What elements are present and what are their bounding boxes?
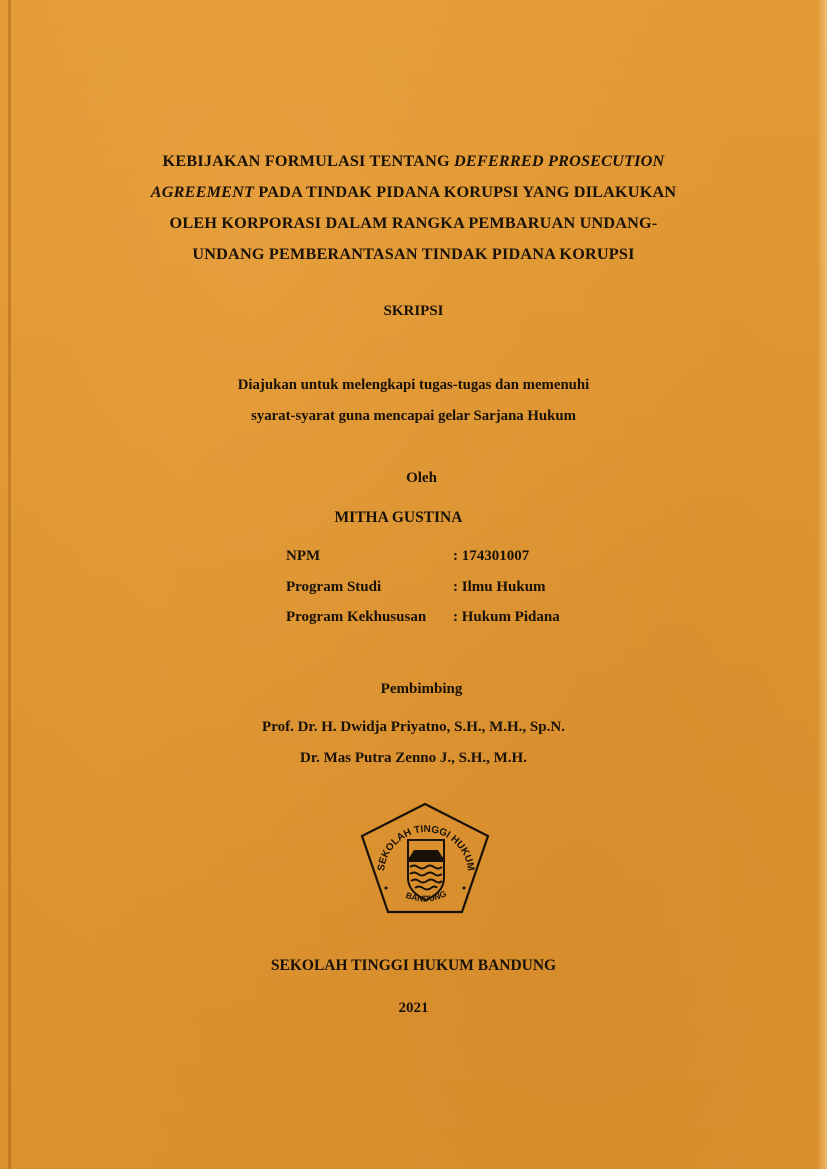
info-row-program-kekhususan: [286, 609, 560, 640]
title-line-3: OLEH KORPORASI DALAM RANGKA PEMBARUAN UNDANG-: [169, 214, 658, 232]
title-line-4: UNDANG PEMBERANTASAN TINDAK PIDANA KORUPSI: [192, 245, 635, 263]
year: 2021: [398, 1000, 429, 1016]
info-label: Program Kekhususan: [286, 609, 427, 625]
advisor-1: Prof. Dr. H. Dwidja Priyatno, S.H., M.H., Sp.N.: [262, 719, 565, 735]
advisor-2: Dr. Mas Putra Zenno J., S.H., M.H.: [300, 750, 527, 766]
info-row-npm: [286, 548, 560, 579]
title-line-1: KEBIJAKAN FORMULASI TENTANG DEFERRED PROSECUTION: [162, 152, 665, 170]
purpose-line-1: Diajukan untuk melengkapi tugas-tugas dan memenuhi: [237, 377, 590, 393]
purpose-statement: [0, 370, 827, 432]
institution-name: SEKOLAH TINGGI HUKUM BANDUNG: [270, 957, 557, 974]
info-label: Program Studi: [286, 578, 382, 595]
info-row-program-studi: [286, 579, 560, 610]
info-label: NPM: [286, 548, 321, 564]
thesis-title: [0, 146, 827, 270]
advisor-label: Pembimbing: [380, 681, 463, 697]
institution-logo-icon: [358, 800, 492, 916]
info-value: : 174301007: [453, 548, 530, 564]
info-value: : Ilmu Hukum: [453, 578, 546, 595]
author-name: MITHA GUSTINA: [334, 509, 463, 526]
title-line-2: AGREEMENT PADA TINDAK PIDANA KORUPSI YANG DILAKUKAN: [150, 183, 677, 201]
purpose-line-2: syarat-syarat guna mencapai gelar Sarjana Hukum: [251, 408, 576, 424]
info-value: : Hukum Pidana: [453, 609, 560, 625]
document-type: SKRIPSI: [383, 303, 444, 319]
student-info: [286, 548, 560, 640]
by-label: Oleh: [406, 470, 437, 486]
svg-text:SEKOLAH TINGGI HUKUM: SEKOLAH TINGGI HUKUM: [376, 823, 477, 872]
svg-text:BANDUNG: BANDUNG: [404, 888, 448, 904]
